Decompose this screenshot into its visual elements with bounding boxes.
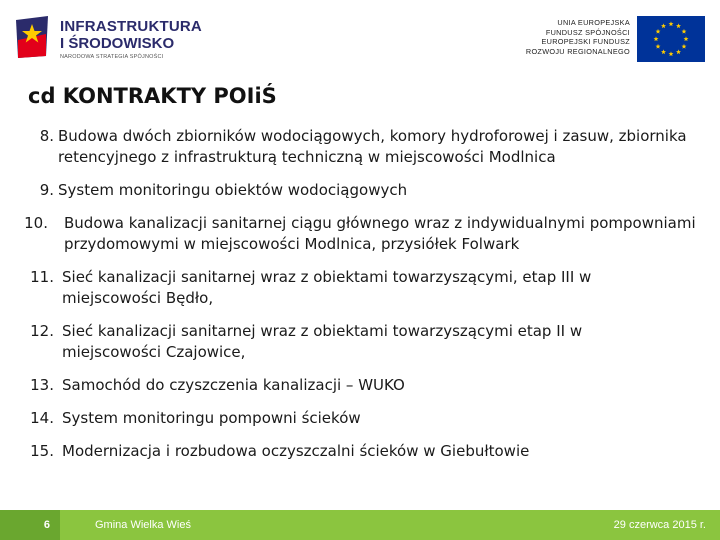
item-text: Budowa dwóch zbiorników wodociągowych, komory hydroforowej i zasuw, zbiornika retencyjnego z infrastrukturą techniczną w miejscowości Modlnica [58, 127, 687, 166]
page-number: 6 [43, 519, 50, 531]
item-text: Sieć kanalizacji sanitarnej wraz z obiektami towarzyszącymi etap II w miejscowości Czajowice, [62, 322, 583, 361]
item-text: Samochód do czyszczenia kanalizacji – WUKO [62, 376, 405, 394]
footer-date: 29 czerwca 2015 r. [613, 519, 706, 531]
list-item [20, 267, 710, 309]
list-item [20, 375, 710, 396]
item-number: 14. [30, 409, 54, 427]
list-item [20, 321, 710, 363]
contract-list [20, 126, 710, 474]
item-number: 9. [39, 181, 54, 199]
item-text: System monitoringu obiektów wodociągowych [58, 181, 408, 199]
eu-line: FUNDUSZ SPÓJNOŚCI [545, 27, 630, 37]
list-item [20, 441, 710, 462]
eu-line: EUROPEJSKI FUNDUSZ [541, 37, 630, 46]
item-text: Modernizacja i rozbudowa oczyszczalni ścieków w Giebułtowie [62, 442, 530, 460]
item-number: 11. [30, 268, 54, 286]
list-item [20, 180, 710, 201]
item-number: 15. [30, 442, 54, 460]
item-number: 12. [30, 322, 54, 340]
slide-title: cd KONTRAKTY POIiŚ [28, 84, 277, 108]
item-number: 8. [39, 127, 54, 145]
footer-organization: Gmina Wielka Wieś [95, 519, 191, 531]
list-item [20, 408, 710, 429]
list-item [20, 126, 710, 168]
page-number-box [0, 510, 60, 540]
item-text: System monitoringu pompowni ścieków [62, 409, 361, 427]
eu-line: ROZWOJU REGIONALNEGO [525, 46, 630, 56]
item-text: Sieć kanalizacji sanitarnej wraz z obiektami towarzyszącymi, etap III w miejscowości Będło, [62, 268, 592, 307]
item-number: 10. [24, 214, 48, 232]
eu-line: UNIA EUROPEJSKA [557, 18, 630, 27]
infrastruktura-logo [10, 8, 202, 68]
logo-line-1: INFRASTRUKTURA [60, 18, 202, 35]
logo-line-2: I ŚRODOWISKO [60, 35, 175, 52]
list-item [20, 213, 710, 255]
footer-bar [0, 510, 720, 540]
eu-funding-text [500, 18, 630, 56]
item-number: 13. [30, 376, 54, 394]
logo-subtitle: NARODOWA STRATEGIA SPÓJNOŚCI [60, 54, 164, 60]
nss-star-flag-icon [10, 10, 54, 64]
eu-flag-icon [637, 16, 705, 62]
item-text: Budowa kanalizacji sanitarnej ciągu głównego wraz z indywidualnymi pompowniami przydomowymi w miejscowości Modlnica, przysiółek Folwark [64, 214, 696, 253]
